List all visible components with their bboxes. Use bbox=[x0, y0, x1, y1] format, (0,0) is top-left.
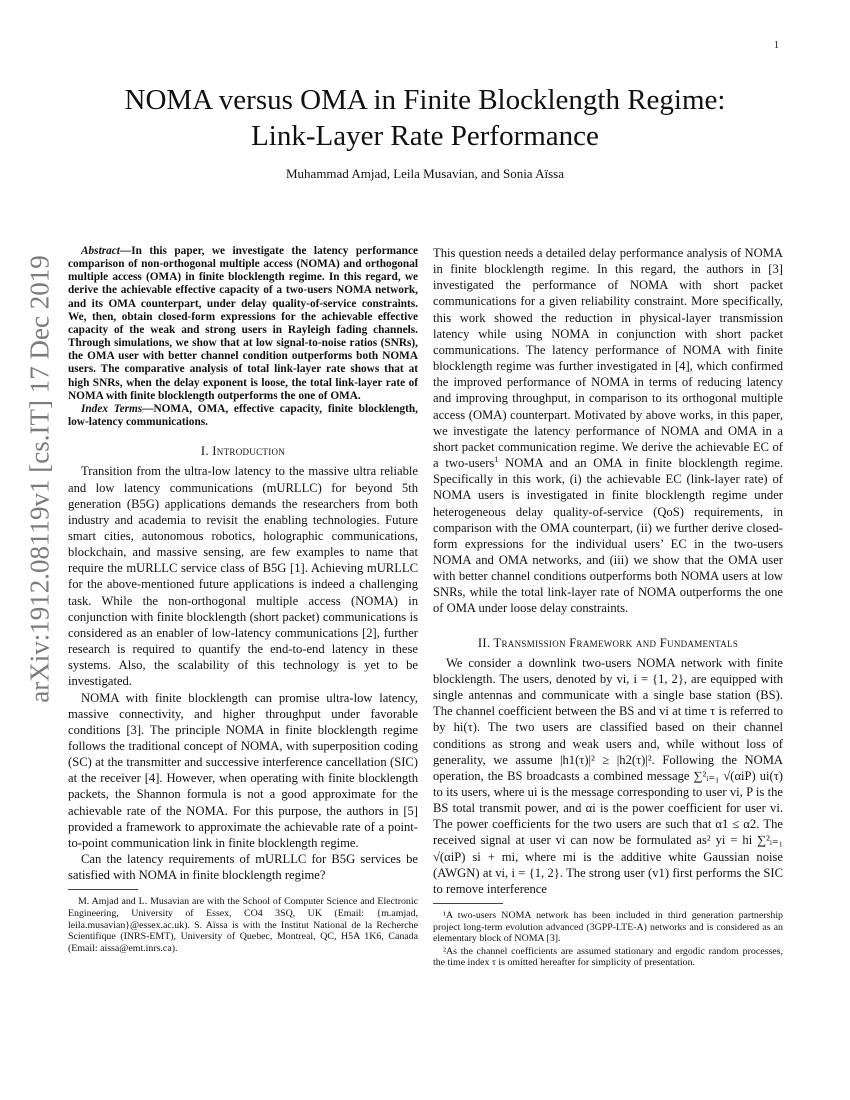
body-paragraph-text: This question needs a detailed delay performance analysis of NOMA in finite blocklength regime. In this regard, the authors in [3] investigated the performance of NOMA with short packet communications for a given reliability constraint. More specifically, this work showed the reduction in physical-layer transmission latency while using NOMA in conjunction with short packet communications. The latency performance of NOMA with finite blocklength regime was further investigated in [4], which confirmed the improved performance of NOMA in terms of reducing latency and improving throughput, in comparison to its orthogonal multiple access (OMA) counterpart. Motivated by above works, in this paper, we investigate the latency performance of NOMA and OMA in a short packet communication regime. We derive the achievable EC of a two-users bbox=[433, 246, 783, 471]
title-line-1: NOMA versus OMA in Finite Blocklength Regime: bbox=[124, 84, 726, 116]
index-terms-text: —NOMA, OMA, effective capacity, finite blocklength, low-latency communications. bbox=[68, 402, 418, 429]
paper-title bbox=[30, 82, 820, 154]
abstract bbox=[68, 245, 418, 403]
footnote-2: ²As the channel coefficients are assumed stationary and ergodic random processes, the time index τ is omitted hereafter for simplicity of presentation. bbox=[433, 945, 783, 969]
section-heading-transmission-framework: II. Transmission Framework and Fundamentals bbox=[477, 635, 739, 650]
abstract-text: —In this paper, we investigate the latency performance comparison of non-orthogonal multiple access (NOMA) and orthogonal multiple access (OMA) in finite blocklength regime. In this regard, we derive the achievable effective capacity of a two-users NOMA network, and its OMA counterpart, under delay quality-of-service constraints. We, then, obtain closed-form expressions for the achievable effective capacity of the weak and strong users in Rayleigh fading channels. Through simulations, we show that at low signal-to-noise ratios (SNRs), the OMA user with better channel condition outperforms both NOMA users. The comparative analysis of total link-layer rate shows that at high SNRs, when the delay exponent is loose, the total link-layer rate of NOMA with finite blocklength outperforms the one of OMA. bbox=[68, 245, 418, 402]
author-list: Muhammad Amjad, Leila Musavian, and Sonia Aïssa bbox=[285, 166, 564, 181]
footnote-marker: 1 bbox=[494, 454, 499, 464]
abstract-label: Abstract bbox=[81, 245, 120, 257]
left-column bbox=[68, 245, 418, 955]
footnote-divider bbox=[433, 903, 503, 904]
intro-paragraph: Transition from the ultra-low latency to the massive ultra reliable and low latency communications (mURLLC) for beyond 5th generation (B5G) applications demands the researchers from both industry and academia to revisit the enabling technologies. Future smart cities, autonomous robotics, holographic communications, blockchain, and massive sensing, are few examples to name that require the mURLLC service class of B5G [1]. Achieving mURLLC for the above-mentioned future applications is indeed a challenging task. While the non-orthogonal multiple access (NOMA) in conjunction with finite blocklength (short packet) communications is considered as an enabler of low-latency communications [2], further research is required to quantify the end-to-end latency in these systems. Also, the scalability of this technology is yet to be investigated. bbox=[68, 464, 418, 689]
section2-paragraph: We consider a downlink two-users NOMA network with finite blocklength. The users, denoted by vi, i = {1, 2}, are equipped with single antennas and communicate with a single base station (BS). The channel coefficient between the BS and vi at time τ is referred to by hi(τ). The two users are classified based on their channel conditions as strong and weak users and, while without loss of generality, we assume |h1(τ)|² ≥ |h2(τ)|². Following the NOMA operation, the BS broadcasts a combined message ∑²ᵢ₌₁ √(αiP) ui(τ) to its users, where ui is the message corresponding to user vi, P is the BS total transmit power, and αi is the power coefficient for user vi. The power coefficients for the two users are such that α1 ≤ α2. The received signal at user vi can now be formulated as² yi = hi ∑²ᵢ₌₁ √(αiP) si + mi, where mi is the additive white Gaussian noise (AWGN) at vi, i = {1, 2}. The strong user (v1) first performs the SIC to remove interference bbox=[433, 655, 783, 896]
footnote-1: ¹A two-users NOMA network has been included in third generation partnership project long-term evolution advanced (3GPP-LTE-A) networks and is considered as an elementary block of NOMA [3]. bbox=[433, 910, 783, 945]
affiliation-footnote: M. Amjad and L. Musavian are with the School of Computer Science and Electronic Engineering, University of Essex, CO4 3SQ, UK (Email: {m.amjad, leila.musavian}@essex.ac.uk). S. Aïssa is with the Institut National de la Recherche Scientifique (INRS-EMT), University of Quebec, Montreal, QC, H5A 1K6, Canada (Email: aissa@emt.inrs.ca). bbox=[68, 896, 418, 954]
section-heading-introduction: I. Introduction bbox=[200, 444, 286, 459]
index-terms-label: Index Terms bbox=[81, 402, 143, 415]
intro-paragraph: Can the latency requirements of mURLLC for B5G services be satisfied with NOMA in finite blocklength regime? bbox=[68, 852, 418, 883]
footnote-divider bbox=[68, 889, 138, 890]
arxiv-watermark: arXiv:1912.08119v1 [cs.IT] 17 Dec 2019 bbox=[24, 255, 55, 703]
page-number: 1 bbox=[774, 40, 779, 51]
index-terms bbox=[68, 403, 418, 429]
body-paragraph bbox=[433, 245, 783, 617]
right-column bbox=[433, 245, 783, 970]
intro-paragraph: NOMA with finite blocklength can promise ultra-low latency, massive connectivity, and higher throughput under favorable conditions [3]. The principle NOMA in finite blocklength regime follows the traditional concept of NOMA, with superposition coding (SC) at the transmitter and successive interference cancellation (SIC) at the receiver [4]. However, when operating with finite blocklength packets, the Shannon formula is not a good approximate for the achievable rate of the NOMA. For this purpose, the authors in [5] provided a framework to approximate the achievable rate of a point-to-point communication link in finite blocklength regime. bbox=[68, 690, 418, 850]
body-paragraph-text-continued: NOMA and an OMA in finite blocklength regime. Specifically in this work, (i) the achievable EC (link-layer rate) of NOMA users is investigated in finite blocklength regime under heterogeneous delay quality-of-service (QoS) requirements, in comparison with the OMA counterpart, (ii) we further derive closed-form expressions for the individual users’ EC in the two-users NOMA and OMA networks, and (iii) we show that the OMA user with better channel conditions outperforms both NOMA users at low SNRs, while the total link-layer rate of NOMA outperforms the one of OMA under loose delay constraints. bbox=[433, 456, 783, 616]
title-line-2: Link-Layer Rate Performance bbox=[251, 120, 599, 152]
